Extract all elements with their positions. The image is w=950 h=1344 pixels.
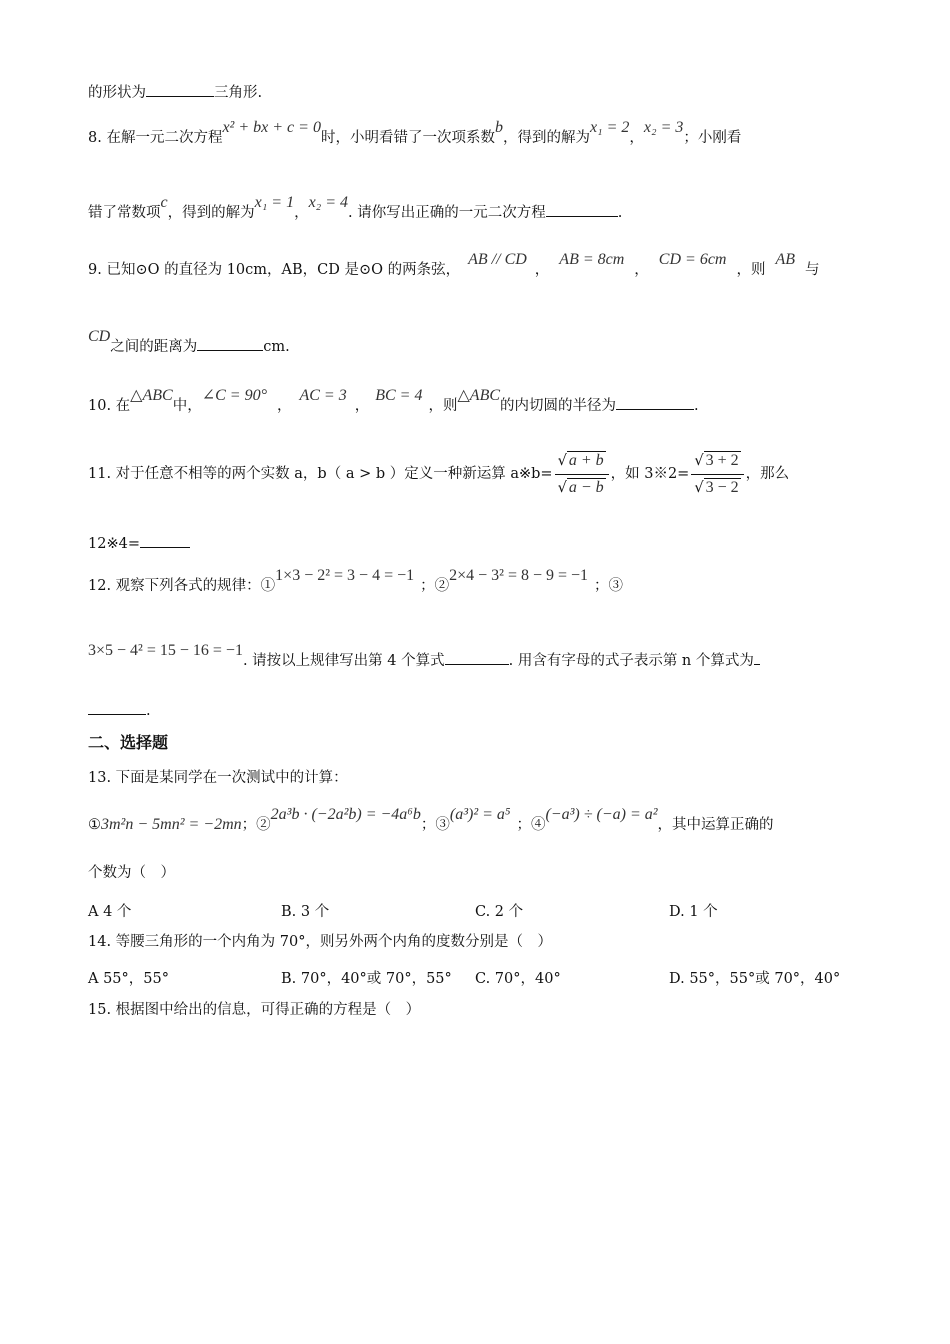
q11-fraction-1: $\frac{√ a + b}{√ a - b}$ xyxy=(555,450,609,499)
q13-formula2: 2a³b · (−2a²b) = −4a⁶b xyxy=(270,806,421,823)
q9-text: 之间的距离为 xyxy=(110,339,198,355)
q14-title: 14. 等腰三角形的一个内角为 70°，则另外两个内角的度数分别是（ ） xyxy=(88,934,552,950)
q9-blank xyxy=(197,336,263,351)
q10-text: 中， xyxy=(172,398,202,414)
q12-text: ；② xyxy=(420,578,450,594)
q11-text: ，那么 xyxy=(745,466,790,482)
q12-blank2-start xyxy=(754,650,760,665)
q7-line xyxy=(88,82,262,103)
section-heading: 二、选择题 xyxy=(88,733,169,752)
q11-den2: 3 − 2 xyxy=(705,478,739,496)
q13-items xyxy=(88,806,774,835)
q11-text: 11. 对于任意不相等的两个实数 a，b（ a > b ）定义一种新运算 a※b= xyxy=(88,466,553,482)
q13-text: ；③ xyxy=(420,817,450,833)
q10-line xyxy=(88,387,699,416)
q8-text: 8. 在解一元二次方程 xyxy=(88,130,223,146)
q8-line2 xyxy=(88,194,623,223)
q8-blank xyxy=(546,202,618,217)
q13-option-d: D. 1 个 xyxy=(669,904,718,920)
q11-num1: a + b xyxy=(568,451,604,469)
q8-y2: x₂ = 4 xyxy=(308,194,349,211)
q13-text: ；④ xyxy=(516,817,546,833)
q9-text: 9. 已知⊙O 的直径为 10cm，AB，CD 是⊙O 的两条弦， xyxy=(88,262,461,278)
q14-option-c: C. 70°，40° xyxy=(475,971,561,987)
q9-line2 xyxy=(88,328,290,357)
comma: ， xyxy=(354,398,370,414)
q13-option-c: C. 2 个 xyxy=(475,904,524,920)
q13-line3: 个数为（ ） xyxy=(88,865,175,881)
q8-text: ，得到的解为 xyxy=(167,205,255,221)
q13-option-a: A 4 个 xyxy=(88,904,132,920)
q12-text: . 用含有字母的式子表示第 n 个算式为 xyxy=(508,653,754,669)
q10-text: 10. 在 xyxy=(88,398,131,414)
q10-text: . xyxy=(694,398,699,414)
q10-text: 的内切圆的半径为 xyxy=(500,398,617,414)
q15-title: 15. 根据图中给出的信息，可得正确的方程是（ ） xyxy=(88,1002,421,1018)
q12-text: . 请按以上规律写出第 4 个算式 xyxy=(242,653,445,669)
q8-text: 时，小明看错了一次项系数 xyxy=(320,130,495,146)
q8-text: ，得到的解为 xyxy=(502,130,590,146)
q11-line1 xyxy=(88,446,789,502)
q10-angle: ∠C = 90° xyxy=(201,387,267,404)
q13-title: 13. 下面是某同学在一次测试中的计算： xyxy=(88,770,348,786)
comma: ， xyxy=(629,130,644,146)
q8-y1: x₁ = 1 xyxy=(254,194,295,211)
comma: ， xyxy=(634,262,649,278)
q14-option-b: B. 70°，40°或 70°，55° xyxy=(281,971,452,987)
q13-formula4: (−a³) ÷ (−a) = a² xyxy=(545,806,658,823)
q9-line1 xyxy=(88,251,820,280)
q9-ab2: AB xyxy=(775,251,796,268)
q8-equation: x² + bx + c = 0 xyxy=(222,119,321,136)
q10-ac: AC = 3 xyxy=(299,387,347,404)
q8-x2: x₂ = 3 xyxy=(643,119,684,136)
q11-text: ，如 3※2= xyxy=(610,466,690,482)
q12-text: . xyxy=(146,703,151,719)
q11-text: 12※4= xyxy=(88,536,140,552)
q13-option-b: B. 3 个 xyxy=(281,904,330,920)
q12-blank2 xyxy=(88,700,146,715)
q10-triangle: △ABC xyxy=(130,387,173,404)
q12-expr2: 2×4 − 3² = 8 − 9 = −1 xyxy=(449,567,589,584)
q7-blank xyxy=(146,82,214,97)
q13-text: ① xyxy=(88,817,101,833)
q10-bc: BC = 4 xyxy=(375,387,423,404)
q9-cd: CD = 6cm xyxy=(658,251,727,268)
q11-line2 xyxy=(88,533,190,554)
comma: ， xyxy=(294,205,309,221)
comma: ， xyxy=(276,398,292,414)
q11-den1: a − b xyxy=(568,478,604,496)
q13-formula1: 3m²n − 5mn² = −2mn xyxy=(101,816,242,833)
q13-text: ，其中运算正确的 xyxy=(657,817,774,833)
q8-text: . 请你写出正确的一元二次方程 xyxy=(348,205,546,221)
q12-blank1 xyxy=(445,650,509,665)
q13-text: ；② xyxy=(241,817,271,833)
q10-triangle2: △ABC xyxy=(457,387,501,404)
q12-line3 xyxy=(88,700,151,721)
q8-x1: x₁ = 2 xyxy=(589,119,630,136)
q11-blank xyxy=(140,533,190,548)
q10-blank xyxy=(616,395,694,410)
q14-option-d: D. 55°，55°或 70°，40° xyxy=(669,971,841,987)
q12-expr1: 1×3 − 2² = 3 − 4 = −1 xyxy=(275,567,415,584)
q8-text: . xyxy=(617,205,623,221)
q10-text: ，则 xyxy=(428,398,458,414)
q8-text: 错了常数项 xyxy=(88,205,161,221)
q9-parallel: AB // CD xyxy=(468,251,527,268)
q7-prefix: 的形状为 xyxy=(88,85,146,101)
q8-text: ；小刚看 xyxy=(683,130,742,146)
comma: ， xyxy=(534,262,550,278)
q9-cd2: CD xyxy=(88,328,111,345)
q9-text: ，则 xyxy=(736,262,766,278)
q13-formula3: (a³)² = a⁵ xyxy=(449,806,511,823)
q9-text: 与 xyxy=(805,262,820,278)
q8-b: b xyxy=(494,119,503,136)
q12-expr3: 3×5 − 4² = 15 − 16 = −1 xyxy=(88,642,243,659)
q12-line2 xyxy=(88,642,760,671)
q9-text: cm. xyxy=(263,339,290,355)
q14-option-a: A 55°，55° xyxy=(88,971,169,987)
q12-line1 xyxy=(88,567,624,596)
q11-fraction-2: $\frac{√ 3 + 2}{√ 3 - 2}$ xyxy=(691,450,743,499)
q12-text: 12. 观察下列各式的规律：① xyxy=(88,578,276,594)
q8-c: c xyxy=(160,194,168,211)
q12-text: ；③ xyxy=(594,578,624,594)
q11-num2: 3 + 2 xyxy=(705,451,739,469)
q8-line1 xyxy=(88,119,742,148)
q9-ab: AB = 8cm xyxy=(559,251,625,268)
q7-suffix: 三角形. xyxy=(214,85,263,101)
